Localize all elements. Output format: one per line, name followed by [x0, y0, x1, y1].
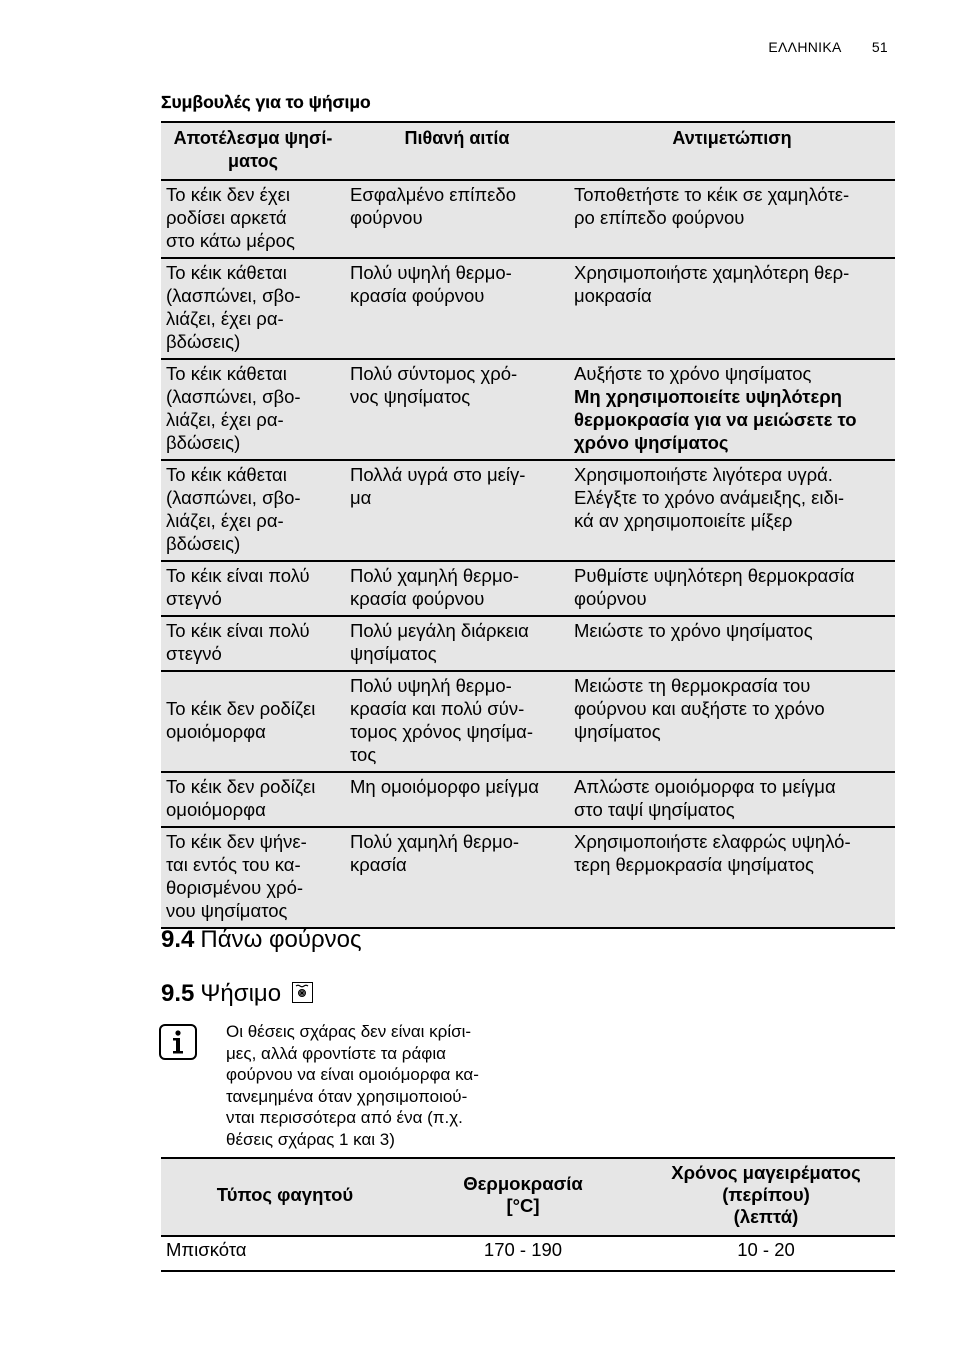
table-row	[161, 616, 895, 671]
column-header-food-type: Τύπος φαγητού	[161, 1158, 409, 1236]
result-cell: Το κέικ δεν έχει ροδίσει αρκετά στο κάτω μέρος	[161, 180, 345, 258]
language-label: ΕΛΛΗΝΙΚΑ	[768, 39, 842, 55]
cause-cell: Πολύ υψηλή θερμο- κρασία φούρνου	[345, 258, 569, 359]
tips-table-caption: Συμβουλές για το ψήσιμο	[161, 92, 371, 112]
remedy-text: Χρησιμοποιήστε ελαφρώς υψηλό- τερη θερμοκρασία ψησίματος	[574, 831, 851, 875]
cause-cell: Μη ομοιόμορφο μείγμα	[345, 772, 569, 827]
remedy-text: Απλώστε ομοιόμορφα το μείγμα στο ταψί ψησίματος	[574, 776, 836, 820]
cause-cell: Πολλά υγρά στο μείγ- μα	[345, 460, 569, 561]
section-number: 9.5	[161, 980, 195, 1007]
result-cell: Το κέικ κάθεται (λασπώνει, σβο- λιάζει, έχει ρα- βδώσεις)	[161, 460, 345, 561]
column-header-result: Αποτέλεσμα ψησί- ματος	[161, 122, 345, 180]
column-header-temperature: Θερμοκρασία [°C]	[409, 1158, 637, 1236]
remedy-text: Ρυθμίστε υψηλότερη θερμοκρασία φούρνου	[574, 565, 855, 609]
table-row	[161, 1236, 895, 1271]
cause-cell: Πολύ μεγάλη διάρκεια ψησίματος	[345, 616, 569, 671]
baking-tips-table	[161, 121, 895, 929]
remedy-cell	[569, 561, 895, 616]
result-cell: Το κέικ κάθεται (λασπώνει, σβο- λιάζει, έχει ρα- βδώσεις)	[161, 359, 345, 460]
food-type-cell: Μπισκότα	[161, 1236, 409, 1271]
result-cell: Το κέικ είναι πολύ στεγνό	[161, 561, 345, 616]
grill-function-icon	[292, 982, 313, 1003]
table-row	[161, 561, 895, 616]
remedy-text: Χρησιμοποιήστε χαμηλότερη θερ- μοκρασία	[574, 262, 850, 306]
remedy-text: Χρησιμοποιήστε λιγότερα υγρά. Ελέγξτε το χρόνο ανάμειξης, ειδι- κά αν χρησιμοποιείτε μίξερ	[574, 464, 845, 531]
table-row	[161, 772, 895, 827]
cooking-time-cell: 10 - 20	[637, 1236, 895, 1271]
cause-cell: Πολύ χαμηλή θερμο- κρασία	[345, 827, 569, 928]
table-row	[161, 258, 895, 359]
remedy-text: Αυξήστε το χρόνο ψησίματος	[574, 363, 812, 384]
result-cell: Το κέικ κάθεται (λασπώνει, σβο- λιάζει, έχει ρα- βδώσεις)	[161, 258, 345, 359]
result-cell: Το κέικ δεν ροδίζει ομοιόμορφα	[161, 772, 345, 827]
remedy-cell	[569, 671, 895, 772]
section-number: 9.4	[161, 926, 195, 953]
table-header-row	[161, 1158, 895, 1236]
section-title: Πάνω φούρνος	[200, 926, 362, 953]
remedy-text: Μειώστε τη θερμοκρασία του φούρνου και αυξήστε το χρόνο ψησίματος	[574, 675, 825, 742]
table-header-row	[161, 122, 895, 180]
remedy-cell	[569, 460, 895, 561]
result-cell: Το κέικ δεν ψήνε- ται εντός του κα- θορισμένου χρό- νου ψησίματος	[161, 827, 345, 928]
info-icon	[159, 1024, 197, 1060]
table-row	[161, 180, 895, 258]
page-number: 51	[871, 39, 888, 55]
table-row	[161, 460, 895, 561]
section-heading-9-4	[161, 926, 362, 954]
result-cell: Το κέικ είναι πολύ στεγνό	[161, 616, 345, 671]
cause-cell: Πολύ σύντομος χρό- νος ψησίματος	[345, 359, 569, 460]
page-header	[768, 39, 888, 55]
table-row	[161, 827, 895, 928]
remedy-cell	[569, 359, 895, 460]
temperature-cell: 170 - 190	[409, 1236, 637, 1271]
cause-cell: Πολύ υψηλή θερμο- κρασία και πολύ σύν- τομος χρόνος ψησίμα- τος	[345, 671, 569, 772]
remedy-text: Μειώστε το χρόνο ψησίματος	[574, 620, 813, 641]
note-text: Οι θέσεις σχάρας δεν είναι κρίσι- μες, αλλά φροντίστε τα ράφια φούρνου να είναι ομοιόμορφα κα- τανεμημένα όταν χρησιμοποιού- νται περισσότερα από ένα (π.χ. θέσεις σχάρας 1 και 3)	[226, 1022, 479, 1149]
table-row	[161, 671, 895, 772]
section-title: Ψήσιμο	[200, 980, 282, 1007]
column-header-remedy: Αντιμετώπιση	[569, 122, 895, 180]
remedy-warning-text: Μη χρησιμοποιείτε υψηλότερη θερμοκρασία για να μειώσετε το χρόνο ψησίματος	[574, 386, 857, 453]
remedy-text: Τοποθετήστε το κέικ σε χαμηλότε- ρο επίπεδο φούρνου	[574, 184, 850, 228]
cooking-table	[161, 1157, 895, 1272]
remedy-cell	[569, 827, 895, 928]
table-row	[161, 359, 895, 460]
remedy-cell	[569, 616, 895, 671]
cause-cell: Πολύ χαμηλή θερμο- κρασία φούρνου	[345, 561, 569, 616]
result-cell: Το κέικ δεν ροδίζει ομοιόμορφα	[161, 671, 345, 772]
column-header-cooking-time: Χρόνος μαγειρέματος (περίπου) (λεπτά)	[637, 1158, 895, 1236]
cause-cell: Εσφαλμένο επίπεδο φούρνου	[345, 180, 569, 258]
remedy-cell	[569, 772, 895, 827]
column-header-cause: Πιθανή αιτία	[345, 122, 569, 180]
remedy-cell	[569, 180, 895, 258]
remedy-cell	[569, 258, 895, 359]
section-heading-9-5	[161, 980, 313, 1008]
